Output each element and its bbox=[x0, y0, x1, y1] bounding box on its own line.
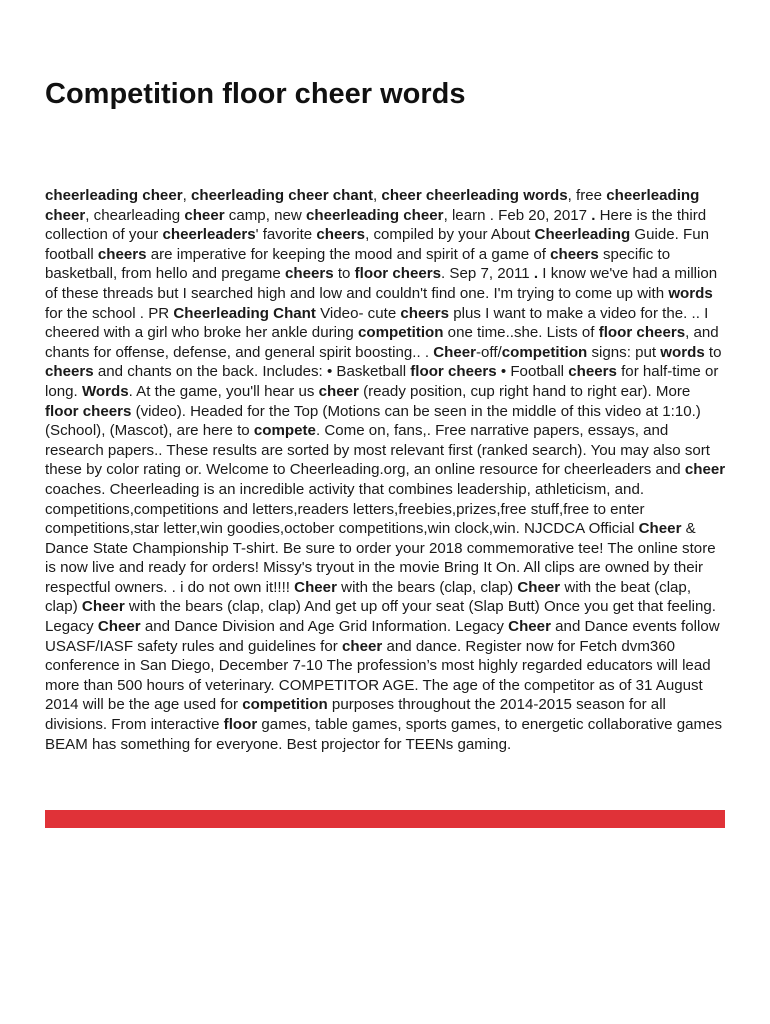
keyword-text: cheers bbox=[316, 226, 366, 244]
body-text-segment: coaches. Cheerleading is an incredible activity that combines leadership, athleticism, and. competitions,competitions and letters,readers letters,freebies,prizes,free stuff,free to enter competitions,star letter,win goodies,october competitions,win clock,win. NJCDCA Official bbox=[45, 480, 645, 538]
body-text-segment: & Dance State Championship T-shirt. Be sure to order your 2018 commemorative tee! The online store is now live and ready for orders! Missy's tryout in the movie Bring It On. All clips are owned by their respectful owners. . i do not own it!!!! bbox=[45, 520, 716, 596]
body-text-segment: camp, new bbox=[224, 206, 306, 224]
keyword-text: cheers bbox=[400, 304, 450, 322]
body-text-segment: for half-time or long. bbox=[45, 363, 719, 400]
keyword-text: cheerleading cheer bbox=[305, 206, 444, 224]
keyword-text: Words bbox=[81, 382, 129, 400]
keyword-text: cheers bbox=[284, 265, 334, 283]
body-text-segment: and dance. Register now for Fetch dvm360 conference in San Diego, December 7-10 The profession’s most highly regarded educators will lead more than 500 hours of veterinary. COMPETITOR AGE. The age of the competitor as of 31 August 2014 will be the age used for bbox=[45, 637, 711, 714]
body-text-segment: and Dance events follow USASF/IASF safety rules and guidelines for bbox=[45, 618, 720, 655]
body-text-segment: with the beat (clap, clap) bbox=[45, 578, 692, 616]
body-text-segment: -off/ bbox=[476, 343, 502, 361]
body-text-segment: are imperative for keeping the mood and spirit of a game of bbox=[146, 245, 551, 263]
keyword-text: words bbox=[660, 343, 705, 361]
keyword-text: cheers bbox=[97, 245, 147, 263]
body-text-segment: . At the game, you'll hear us bbox=[128, 382, 319, 400]
body-text-segment: one time..she. Lists of bbox=[443, 324, 599, 342]
body-text-segment: . Come on, fans,. Free narrative papers, essays, and research papers.. These results are sorted by most relevant first (ranked search). You may also sort these by color rating or. Welcome to Cheerleading.org, an online resource for cheerleaders and bbox=[45, 422, 710, 479]
body-text-segment: , bbox=[182, 187, 191, 204]
keyword-text: Cheer bbox=[97, 618, 141, 636]
body-text-segment: , compiled by your About bbox=[365, 226, 535, 244]
keyword-text: cheers bbox=[550, 245, 599, 263]
keyword-text: Cheer bbox=[81, 598, 125, 616]
body-text-segment: , free bbox=[567, 187, 607, 204]
body-text-segment: , learn . Feb 20, 2017 bbox=[443, 206, 592, 224]
body-text-segment: purposes throughout the 2014-2015 season for all divisions. From interactive bbox=[45, 696, 666, 734]
body-text-segment: for the school . PR bbox=[45, 304, 174, 322]
keyword-text: floor bbox=[223, 716, 258, 734]
body-text-segment: (video). Headed for the Top (Motions can be seen in the middle of this video at 1:10.) (School), (Mascot), are here to bbox=[45, 402, 701, 440]
keyword-text: Cheer bbox=[508, 618, 551, 636]
body-text-segment: signs: put bbox=[587, 343, 661, 361]
page-title: Competition floor cheer words bbox=[45, 78, 466, 110]
keyword-text: cheerleading cheer bbox=[45, 187, 700, 224]
keyword-text: cheerleading cheer chant bbox=[190, 187, 374, 204]
keyword-text: . bbox=[591, 206, 596, 224]
keyword-text: floor cheers bbox=[45, 402, 132, 420]
body-text-segment: . Sep 7, 2011 bbox=[441, 265, 534, 283]
article-body bbox=[45, 186, 727, 754]
body-text-segment: ' favorite bbox=[255, 226, 317, 244]
body-text-segment: (ready position, cup right hand to right ear). More bbox=[358, 382, 691, 400]
keyword-text: Cheer bbox=[294, 578, 337, 596]
keyword-text: cheer bbox=[318, 382, 359, 400]
keyword-text: Cheer bbox=[517, 578, 561, 596]
body-text-segment: , chearleading bbox=[85, 206, 185, 224]
keyword-text: competition bbox=[357, 324, 444, 342]
body-text-segment: , bbox=[373, 187, 382, 204]
keyword-text: words bbox=[668, 284, 713, 302]
keyword-text: Cheer bbox=[433, 343, 477, 361]
body-text-segment: Guide. Fun football bbox=[45, 226, 710, 263]
keyword-text: cheer cheerleading words bbox=[381, 187, 568, 204]
body-text-segment: to bbox=[333, 265, 355, 283]
keyword-text: competition bbox=[242, 696, 328, 714]
keyword-text: cheer bbox=[684, 461, 726, 479]
keyword-text: cheerleading cheer bbox=[45, 187, 183, 204]
body-text-segment: and Dance Division and Age Grid Information. Legacy bbox=[140, 618, 509, 636]
keyword-text: Cheerleading bbox=[534, 226, 631, 244]
body-text-segment: games, table games, sports games, to energetic collaborative games BEAM has something for everyone. Best projector for TEENs gaming. bbox=[45, 716, 723, 753]
keyword-text: cheer bbox=[184, 206, 225, 224]
keyword-text: Cheer bbox=[638, 520, 682, 538]
body-text-segment: plus I want to make a video for the. .. I cheered with a girl who broke her ankle during bbox=[45, 304, 709, 342]
keyword-text: floor cheers bbox=[354, 265, 442, 283]
keyword-text: Cheerleading Chant bbox=[173, 304, 316, 322]
keyword-text: cheers bbox=[45, 363, 94, 381]
body-text-segment: , and chants for offense, defense, and general spirit boosting.. . bbox=[45, 324, 719, 361]
keyword-text: compete bbox=[253, 422, 316, 440]
keyword-text: floor cheers bbox=[410, 363, 497, 381]
body-text-segment: Video- cute bbox=[315, 304, 401, 322]
body-text-segment: • Football bbox=[496, 363, 569, 381]
body-text-segment: to bbox=[704, 343, 722, 361]
footer-bar bbox=[45, 810, 725, 828]
body-text-segment: with the bears (clap, clap) bbox=[336, 578, 518, 596]
keyword-text: competition bbox=[501, 343, 588, 361]
keyword-text: cheerleaders bbox=[162, 226, 256, 244]
keyword-text: cheer bbox=[341, 637, 383, 655]
body-text-segment: with the bears (clap, clap) And get up off your seat (Slap Butt) Once you get that feeling. Legacy bbox=[45, 598, 716, 636]
keyword-text: floor cheers bbox=[598, 324, 686, 342]
body-text-segment: I know we've had a million of these threads but I searched high and low and couldn't find one. I'm trying to come up with bbox=[45, 265, 718, 302]
keyword-text: . bbox=[533, 265, 539, 283]
body-text-segment: Here is the third collection of your bbox=[45, 206, 707, 244]
keyword-text: cheers bbox=[568, 363, 617, 381]
body-text-segment: and chants on the back. Includes: • Basketball bbox=[93, 363, 411, 381]
body-text-segment: specific to basketball, from hello and pregame bbox=[45, 245, 671, 283]
